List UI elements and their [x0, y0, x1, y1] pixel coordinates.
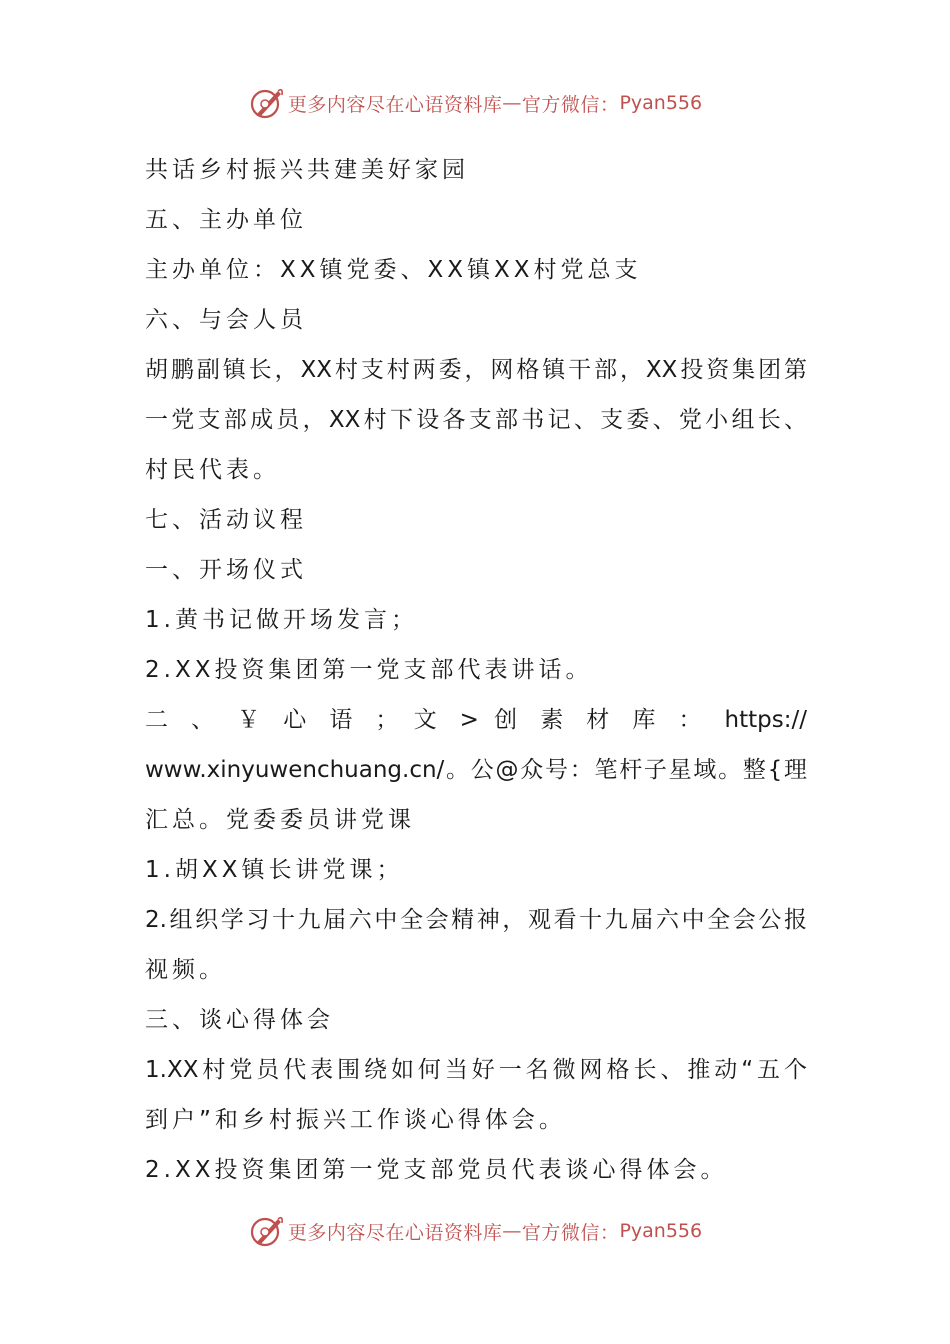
- footer-banner: [0, 1209, 950, 1253]
- header-wechat-id: Pyan556: [619, 92, 703, 114]
- doc-heading-organizer: 五、主办单位: [145, 207, 307, 233]
- doc-line-watermark-1: 二 、 ￥ 心 语 ； 文 > 创 素 材 库 ： https://: [145, 707, 807, 733]
- doc-line-experience-3: 2.XX投资集团第一党支部党员代表谈心得体会。: [145, 1157, 728, 1183]
- doc-line-opening-2: 2.XX投资集团第一党支部代表讲话。: [145, 657, 593, 683]
- doc-line-attendees-1: 胡鹏副镇长，XX村支村两委，网格镇干部，XX投资集团第: [145, 357, 807, 383]
- doc-line-lecture-3: 视频。: [145, 957, 226, 983]
- doc-line-theme: 共话乡村振兴共建美好家园: [145, 157, 469, 183]
- doc-line-opening-1: 1.黄书记做开场发言；: [145, 607, 418, 633]
- doc-heading-experience: 三、谈心得体会: [145, 1007, 334, 1033]
- doc-line-experience-1: 1.XX村党员代表围绕如何当好一名微网格长、推动“五个: [145, 1057, 807, 1083]
- header-wechat-label: 官方微信：: [521, 93, 620, 116]
- doc-line-lecture-1: 1.胡XX镇长讲党课；: [145, 857, 404, 883]
- doc-line-attendees-2: 一党支部成员，XX村下设各支部书记、支委、党小组长、: [145, 407, 807, 433]
- doc-heading-opening: 一、开场仪式: [145, 557, 307, 583]
- quill-pen-logo-icon: [248, 85, 284, 121]
- doc-line-lecture-2: 2.组织学习十九届六中全会精神，观看十九届六中全会公报: [145, 907, 807, 933]
- footer-wechat-id: Pyan556: [619, 1220, 703, 1242]
- header-separator: —: [502, 92, 522, 114]
- doc-line-watermark-2: www.xinyuwenchuang.cn/。公@众号：笔杆子星域。整{理: [145, 757, 807, 783]
- footer-separator: —: [502, 1220, 522, 1242]
- footer-brand-text: 更多内容尽在心语资料库: [287, 1221, 503, 1244]
- header-brand-text: 更多内容尽在心语资料库: [287, 93, 503, 116]
- header-banner: [0, 81, 950, 125]
- doc-line-attendees-3: 村民代表。: [145, 457, 280, 483]
- document-body: [145, 145, 807, 1195]
- doc-heading-agenda: 七、活动议程: [145, 507, 307, 533]
- doc-heading-party-lecture: 汇总。党委委员讲党课: [145, 807, 415, 833]
- doc-line-organizer: 主办单位：XX镇党委、XX镇XX村党总支: [145, 257, 642, 283]
- footer-wechat-label: 官方微信：: [521, 1221, 620, 1244]
- doc-heading-attendees: 六、与会人员: [145, 307, 307, 333]
- doc-line-experience-2: 到户”和乡村振兴工作谈心得体会。: [145, 1107, 566, 1133]
- quill-pen-logo-icon: [248, 1213, 284, 1249]
